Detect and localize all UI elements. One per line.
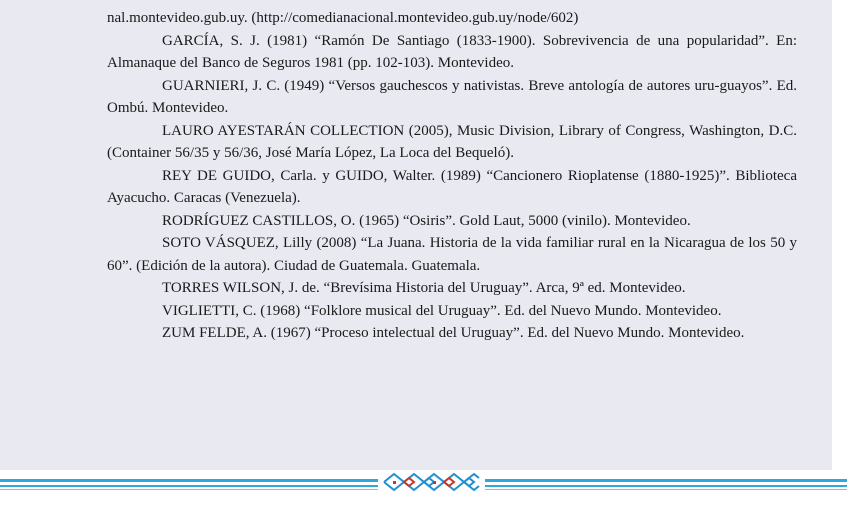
diamond-pattern-icon [378, 470, 485, 494]
reference-entry: ZUM FELDE, A. (1967) “Proceso intelectual del Uruguay”. Ed. del Nuevo Mundo. Montevideo. [162, 325, 745, 341]
reference-entry: SOTO VÁSQUEZ, Lilly (2008) “La Juana. Historia de la vida familiar rural en la Nicaragua de los 50 y 60”. (Edición de la autora). Ciudad de Guatemala. Guatemala. [107, 235, 797, 274]
reference-entry: TORRES WILSON, J. de. “Brevísima Historia del Uruguay”. Arca, 9ª ed. Montevideo. [162, 280, 686, 296]
reference-entry: LAURO AYESTARÁN COLLECTION (2005), Music Division, Library of Congress, Washington, D.C. (Container 56/35 y 56/36, José María López, La Loca del Bequeló). [107, 122, 797, 161]
bibliography-list [107, 7, 797, 345]
reference-entry: nal.montevideo.gub.uy. (http://comedianacional.montevideo.gub.uy/node/602) [107, 10, 579, 26]
reference-entry: GARCÍA, S. J. (1981) “Ramón De Santiago (1833-1900). Sobrevivencia de una popularidad”. En: Almanaque del Banco de Seguros 1981 (pp. 102-103). Montevideo. [107, 32, 797, 71]
reference-entry: GUARNIERI, J. C. (1949) “Versos gauchescos y nativistas. Breve antología de autores uru-guayos”. Ed. Ombú. Montevideo. [107, 77, 797, 116]
reference-entry: VIGLIETTI, C. (1968) “Folklore musical del Uruguay”. Ed. del Nuevo Mundo. Montevideo. [162, 302, 722, 319]
reference-entry: RODRÍGUEZ CASTILLOS, O. (1965) “Osiris”. Gold Laut, 5000 (vinilo). Montevideo. [162, 212, 691, 229]
reference-entry: REY DE GUIDO, Carla. y GUIDO, Walter. (1989) “Cancionero Rioplatense (1880-1925)”. Biblioteca Ayacucho. Caracas (Venezuela). [107, 167, 797, 206]
